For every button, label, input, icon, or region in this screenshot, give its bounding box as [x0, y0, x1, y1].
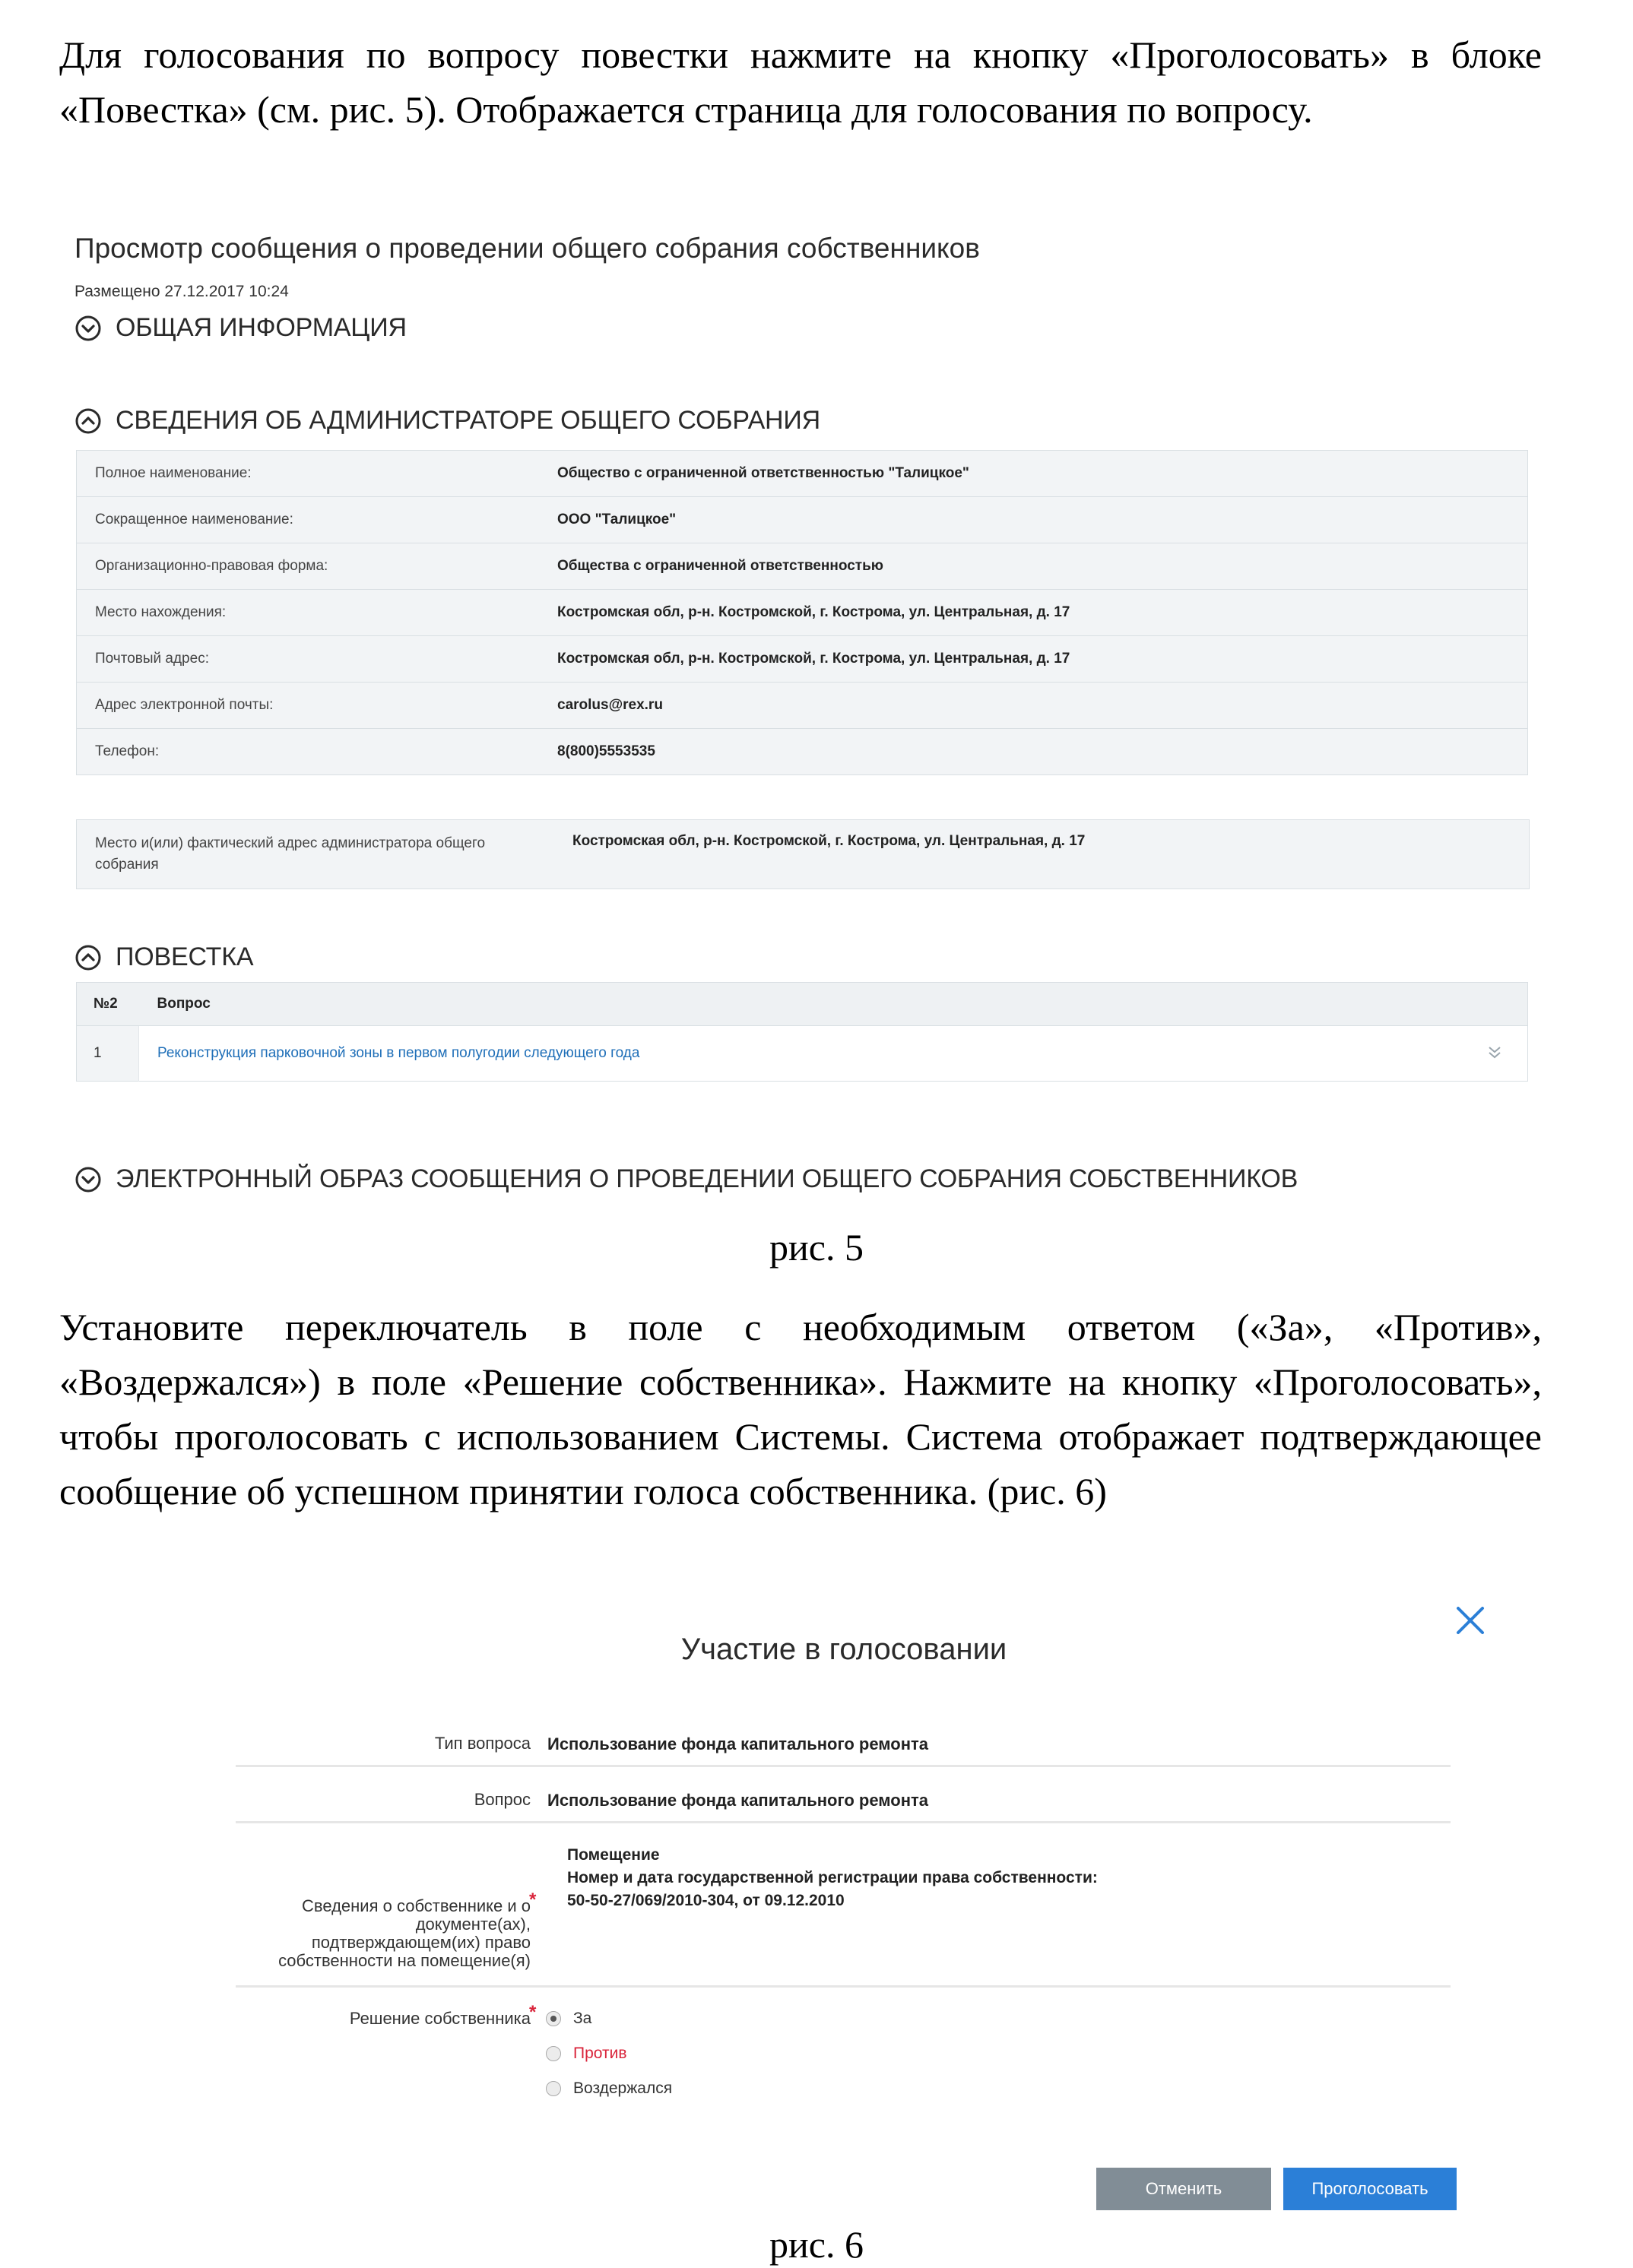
admin-info-table	[76, 450, 1528, 775]
radio-button[interactable]	[546, 2081, 561, 2096]
admin-info-row	[77, 497, 1528, 543]
radio-option-label: Против	[573, 2045, 627, 2062]
admin-info-value: Костромская обл, р-н. Костромской, г. Кострома, ул. Центральная, д. 17	[557, 636, 1528, 683]
admin-info-row	[77, 683, 1528, 729]
section-general-info[interactable]	[75, 313, 407, 343]
divider	[236, 1985, 1451, 1988]
page-title: Просмотр сообщения о проведении общего собрания собственников	[75, 233, 980, 264]
section-electronic-image-label: ЭЛЕКТРОННЫЙ ОБРАЗ СООБЩЕНИЯ О ПРОВЕДЕНИИ ОБЩЕГО СОБРАНИЯ СОБСТВЕННИКОВ	[116, 1164, 1298, 1193]
admin-info-label: Адрес электронной почты:	[77, 683, 558, 729]
radio-option-against[interactable]	[546, 2045, 627, 2063]
agenda-row[interactable]	[77, 1026, 1528, 1082]
actual-address-label: Место и(или) фактический адрес администратора общего собрания	[95, 835, 486, 873]
vote-button[interactable]: Проголосовать	[1283, 2168, 1457, 2210]
question-label: Вопрос	[474, 1790, 531, 1809]
admin-info-row	[77, 636, 1528, 683]
admin-info-row	[77, 729, 1528, 775]
chevron-down-circle-icon	[75, 1166, 102, 1193]
radio-option-for[interactable]	[546, 2010, 591, 2028]
radio-button[interactable]	[546, 2011, 561, 2026]
admin-info-row	[77, 451, 1528, 497]
radio-option-label: За	[573, 2010, 592, 2027]
owner-info-line: Номер и дата государственной регистрации права собственности:	[567, 1869, 1098, 1886]
divider	[236, 1821, 1451, 1823]
question-type-label: Тип вопроса	[434, 1734, 531, 1753]
section-admin-info-label: СВЕДЕНИЯ ОБ АДМИНИСТРАТОРЕ ОБЩЕГО СОБРАНИЯ	[116, 406, 820, 435]
middle-paragraph: Установите переключатель в поле с необходимым ответом («За», «Против», «Воздержался») в поле «Решение собственника». Нажмите на кнопку «Проголосовать», чтобы проголосовать с использованием Системы. Система отображает подтверждающее сообщение об успешном принятии голоса собственника. (рис. 6)	[59, 1306, 1542, 1513]
figure-6-caption: рис. 6	[769, 2223, 864, 2266]
radio-option-abstain[interactable]	[546, 2080, 672, 2098]
agenda-header-num: №2	[77, 983, 139, 1026]
admin-info-value: carolus@rex.ru	[557, 683, 1528, 729]
section-electronic-image[interactable]	[75, 1164, 1298, 1194]
actual-address-value: Костромская обл, р-н. Костромской, г. Кострома, ул. Центральная, д. 17	[572, 833, 1086, 849]
section-agenda-label: ПОВЕСТКА	[116, 942, 254, 971]
admin-info-label: Почтовый адрес:	[77, 636, 558, 683]
admin-info-row	[77, 590, 1528, 636]
agenda-question-link[interactable]: Реконструкция парковочной зоны в первом полугодии следующего года	[157, 1045, 640, 1061]
required-mark: *	[529, 2002, 537, 2023]
section-agenda[interactable]	[75, 942, 253, 972]
admin-info-label: Организационно-правовая форма:	[77, 543, 558, 590]
admin-info-label: Телефон:	[77, 729, 558, 775]
required-mark: *	[529, 1889, 537, 1910]
admin-info-label: Сокращенное наименование:	[77, 497, 558, 543]
agenda-table	[76, 982, 1528, 1082]
agenda-header-question: Вопрос	[139, 983, 1528, 1026]
section-general-info-label: ОБЩАЯ ИНФОРМАЦИЯ	[116, 313, 407, 342]
admin-info-value: Костромская обл, р-н. Костромской, г. Кострома, ул. Центральная, д. 17	[557, 590, 1528, 636]
question-value: Использование фонда капитального ремонта	[547, 1791, 929, 1810]
owner-info-line: Помещение	[567, 1846, 660, 1864]
cancel-button[interactable]: Отменить	[1096, 2168, 1271, 2210]
radio-button[interactable]	[546, 2046, 561, 2061]
admin-info-row	[77, 543, 1528, 590]
admin-info-value: Общества с ограниченной ответственностью	[557, 543, 1528, 590]
agenda-row-num: 1	[77, 1026, 139, 1082]
admin-info-value: Общество с ограниченной ответственностью "Талицкое"	[557, 451, 1528, 497]
dialog-title: Участие в голосовании	[680, 1633, 1007, 1666]
radio-option-label: Воздержался	[573, 2080, 673, 2097]
section-admin-info[interactable]	[75, 406, 820, 436]
double-chevron-down-icon[interactable]	[1485, 1043, 1505, 1063]
divider	[236, 1765, 1451, 1767]
owner-info-value	[567, 1844, 1098, 1912]
actual-address-box	[76, 819, 1530, 889]
chevron-down-circle-icon	[75, 315, 102, 342]
admin-info-value: 8(800)5553535	[557, 729, 1528, 775]
admin-info-label: Место нахождения:	[77, 590, 558, 636]
question-type-value: Использование фонда капитального ремонта	[547, 1734, 929, 1753]
admin-info-value: ООО "Талицкое"	[557, 497, 1528, 543]
chevron-up-circle-icon	[75, 407, 102, 435]
owner-info-label: Сведения о собственнике и о документе(ах), подтверждающем(их) право собственности на помещение(я)	[278, 1896, 531, 1970]
posted-date: Размещено 27.12.2017 10:24	[75, 283, 289, 300]
figure-5-caption: рис. 5	[769, 1226, 864, 1269]
admin-info-label: Полное наименование:	[77, 451, 558, 497]
decision-label: Решение собственника	[349, 2009, 531, 2028]
intro-paragraph: Для голосования по вопросу повестки нажмите на кнопку «Проголосовать» в блоке «Повестка» (см. рис. 5). Отображается страница для голосования по вопросу.	[59, 33, 1542, 131]
chevron-up-circle-icon	[75, 944, 102, 971]
owner-info-line: 50-50-27/069/2010-304, от 09.12.2010	[567, 1892, 845, 1909]
